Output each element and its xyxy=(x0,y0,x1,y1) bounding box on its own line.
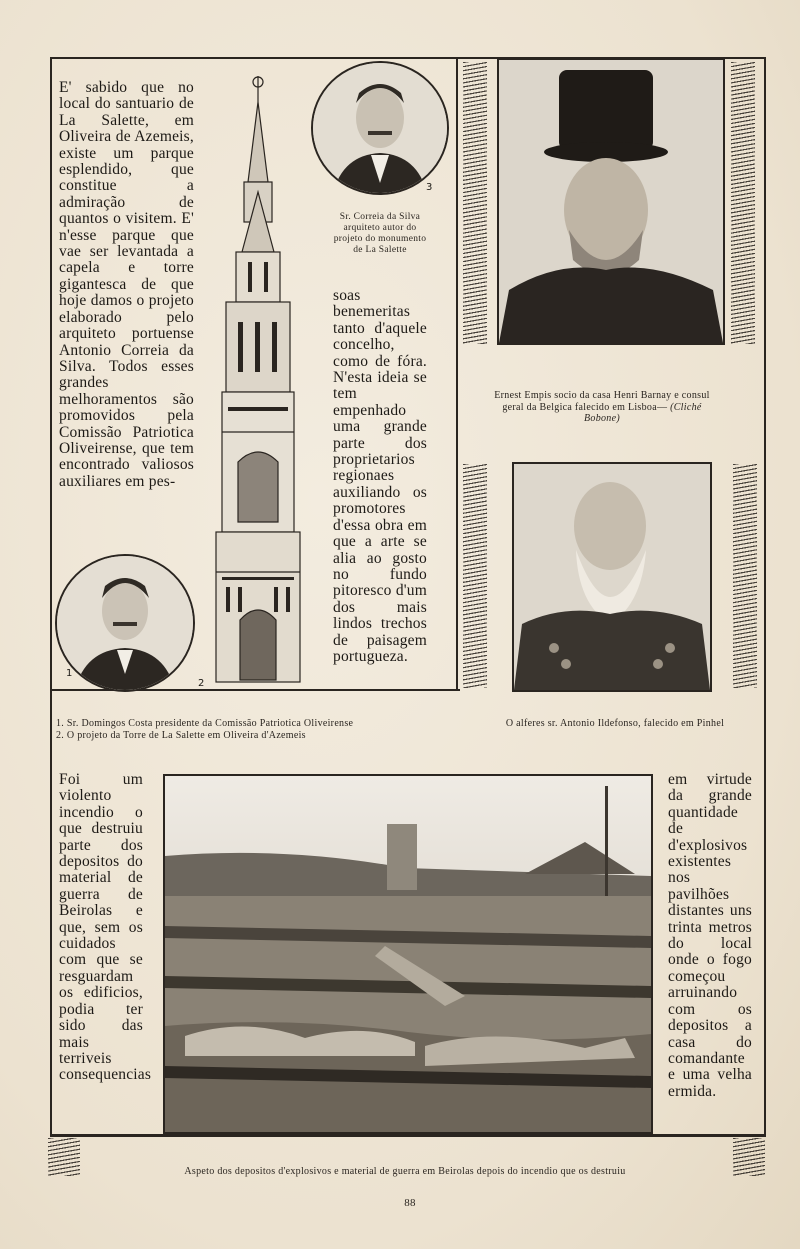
divider-vertical xyxy=(456,58,458,691)
figure-number: 1 xyxy=(66,668,73,679)
divider-bottom-left xyxy=(50,1134,766,1136)
caption-line: 1. Sr. Domingos Costa presidente da Comissão Patriotica Oliveirense xyxy=(56,718,354,729)
caption-line: 2. O projeto da Torre de La Salette em Oliveira d'Azemeis xyxy=(56,729,306,741)
portrait-domingos-costa xyxy=(55,554,195,692)
caption-antonio-ildefonso: O alferes sr. Antonio Ildefonso, falecido em Pinhel xyxy=(505,718,725,729)
figure-number: 2 xyxy=(198,678,205,689)
caption-ernest-empis xyxy=(487,390,717,425)
ornament-corner xyxy=(733,1138,765,1176)
article-text-col2: soas benemeritas tanto d'aquele concelho, como de fóra. N'esta ideia se tem empenhado uma grande parte dos proprietarios regionaes auxiliando os promotores d'essa obra em que a arte se alia ao gosto no fundo pitoresco d'um dos mais lindos trechos de paisagem portugueza. xyxy=(333,287,427,665)
article-text-bottom-right: em virtude da grande quantidade de d'explosivos existentes nos pavilhões distantes uns trinta metros do local onde o fogo começou arruinando com os depositos a casa do comandante e uma velha ermida. xyxy=(668,771,752,1100)
article-text-col1: E' sabido que no local do santuario de La Salette, em Oliveira de Azemeis, existe um parque esplendido, que constitue a admiração de quantos o visitem. E' n'esse parque que vae ser levantada a capela e torre gigantesca de que hoje damos o projeto elaborado pelo arquiteto portuense Antonio Correia da Silva. Todos esses grandes melhoramentos são promovidos pela Comissão Patriotica Oliveirense, que tem encontrado valiosos auxiliares em pes- xyxy=(59,79,194,490)
figure-number: 3 xyxy=(426,182,433,193)
caption-correia: Sr. Correia da Silva arquiteto autor do projeto do monumento de La Salette xyxy=(333,212,427,255)
photo-credit: (Cliché Bobone) xyxy=(584,401,702,424)
photo-ernest-empis xyxy=(497,58,725,345)
tower-illustration xyxy=(208,72,308,684)
ornament-strip xyxy=(731,62,755,344)
ornament-corner xyxy=(48,1138,80,1176)
caption-text: Ernest Empis socio da casa Henri Barnay e consul geral da Belgica falecido em Lisboa— xyxy=(494,390,710,413)
ornament-strip xyxy=(463,62,487,344)
ornament-strip xyxy=(733,464,757,688)
caption-domingos-costa xyxy=(56,718,456,741)
photo-beirolas-ruins xyxy=(163,774,653,1134)
portrait-correia-da-silva xyxy=(311,61,449,195)
photo-antonio-ildefonso xyxy=(512,462,712,692)
article-text-bottom-left: Foi um violento incendio o que destruiu parte dos depositos do material de guerra de Beirolas e que, sem os cuidados com que se resguardam os edificios, podia ter sido das mais terriveis consequencias xyxy=(59,771,152,1084)
ornament-strip xyxy=(463,464,487,688)
page-number: 88 xyxy=(404,1197,416,1209)
caption-beirolas: Aspeto dos depositos d'explosivos e material de guerra em Beirolas depois do incendio que os destruiu xyxy=(184,1166,626,1177)
